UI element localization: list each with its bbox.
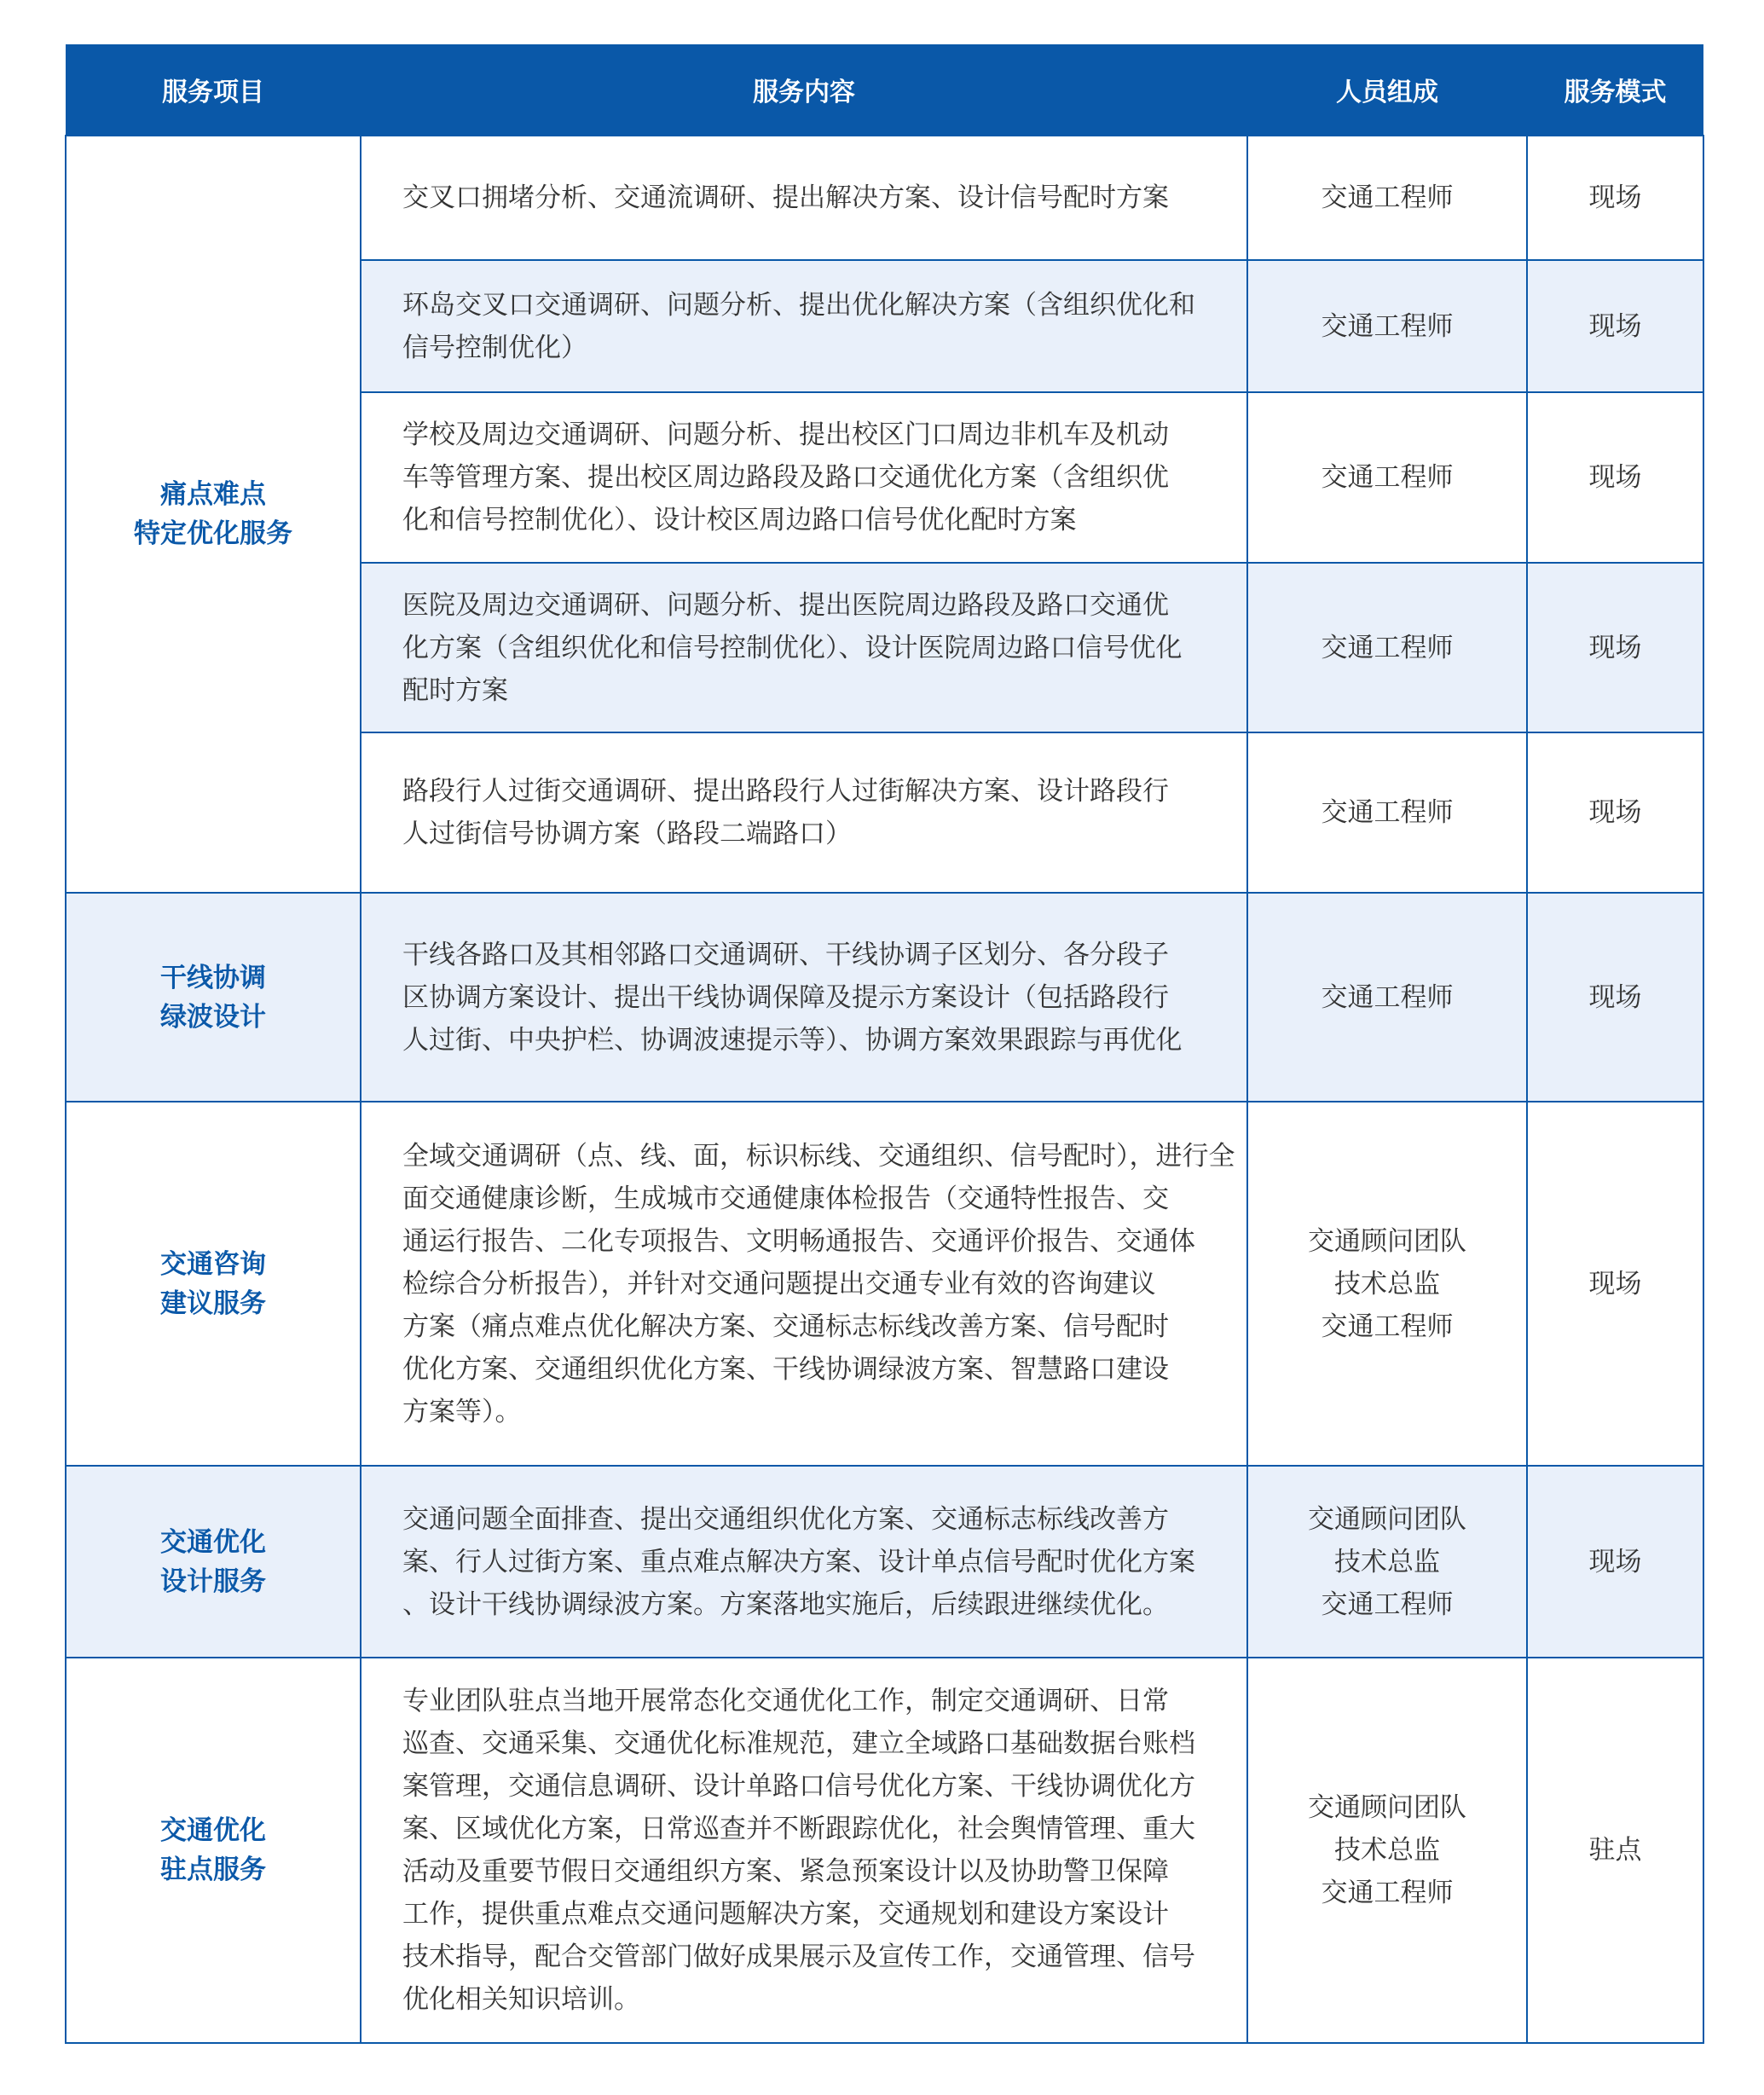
- content-cell: [361, 1102, 1247, 1466]
- content-line: 优化相关知识培训。: [402, 1984, 640, 2015]
- category-line: 交通优化: [160, 1526, 266, 1558]
- table-row: [66, 1102, 1703, 1466]
- staff-line: 技术总监: [1334, 1546, 1440, 1577]
- content-cell: [361, 893, 1247, 1102]
- mode-cell: 现场: [1527, 732, 1703, 893]
- content-line: 车等管理方案、提出校区周边路段及路口交通优化方案（含组织优: [402, 462, 1169, 493]
- category-cell: [66, 893, 361, 1102]
- category-line: 交通优化: [160, 1815, 266, 1846]
- table-header-row: [66, 44, 1703, 136]
- content-line: 干线各路口及其相邻路口交通调研、干线协调子区划分、各分段子: [402, 939, 1169, 970]
- content-line: 区协调方案设计、提出干线协调保障及提示方案设计（包括路段行: [402, 981, 1169, 1013]
- staff-line: 技术总监: [1334, 1835, 1440, 1866]
- content-line: 交叉口拥堵分析、交通流调研、提出解决方案、设计信号配时方案: [402, 182, 1169, 213]
- content-line: 检综合分析报告），并针对交通问题提出交通专业有效的咨询建议: [402, 1268, 1156, 1299]
- table-body: [66, 136, 1703, 2043]
- mode-cell: 现场: [1527, 136, 1703, 260]
- content-line: 交通问题全面排查、提出交通组织优化方案、交通标志标线改善方: [402, 1503, 1169, 1535]
- staff-line: 技术总监: [1334, 1268, 1440, 1299]
- category-line: 干线协调: [160, 962, 266, 993]
- content-line: 化方案（含组织优化和信号控制优化）、设计医院周边路口信号优化: [402, 632, 1183, 663]
- content-line: 医院及周边交通调研、问题分析、提出医院周边路段及路口交通优: [402, 589, 1169, 621]
- table-row: [66, 1658, 1703, 2043]
- content-line: 路段行人过街交通调研、提出路段行人过街解决方案、设计路段行: [402, 776, 1169, 807]
- staff-line: 交通顾问团队: [1308, 1792, 1466, 1823]
- staff-line: 交通工程师: [1321, 1589, 1454, 1620]
- content-cell: [361, 1658, 1247, 2043]
- mode-cell: 现场: [1527, 1466, 1703, 1658]
- staff-line: 交通顾问团队: [1308, 1225, 1466, 1257]
- category-cell: [66, 1102, 361, 1466]
- content-line: 活动及重要节假日交通组织方案、紧急预案设计以及协助警卫保障: [402, 1856, 1169, 1887]
- content-cell: [361, 1466, 1247, 1658]
- service-table-grid: [65, 44, 1704, 2044]
- content-cell: [361, 392, 1247, 563]
- staff-line: 交通工程师: [1321, 310, 1454, 342]
- content-line: 专业团队驻点当地开展常态化交通优化工作，制定交通调研、日常: [402, 1686, 1169, 1716]
- content-line: 学校及周边交通调研、问题分析、提出校区门口周边非机车及机动: [402, 420, 1169, 450]
- category-cell: [66, 136, 361, 893]
- content-line: 全域交通调研（点、线、面，标识标线、交通组织、信号配时），进行全: [402, 1140, 1235, 1172]
- content-line: 信号控制优化）: [402, 332, 587, 363]
- mode-cell: 现场: [1527, 260, 1703, 392]
- content-line: 工作，提供重点难点交通问题解决方案，交通规划和建设方案设计: [402, 1899, 1169, 1930]
- content-line: 人过街、中央护栏、协调波速提示等）、协调方案效果跟踪与再优化: [402, 1024, 1183, 1056]
- staff-cell: [1247, 1102, 1527, 1466]
- content-line: 巡查、交通采集、交通优化标准规范，建立全域路口基础数据台账档: [402, 1728, 1195, 1759]
- staff-cell: [1247, 732, 1527, 893]
- category-line: 设计服务: [160, 1565, 266, 1597]
- content-line: 案、区域优化方案，日常巡查并不断跟踪优化，社会舆情管理、重大: [402, 1814, 1195, 1844]
- content-line: 、设计干线协调绿波方案。方案落地实施后，后续跟进继续优化。: [402, 1589, 1169, 1620]
- table-row: [66, 893, 1703, 1102]
- category-line: 绿波设计: [160, 1001, 266, 1033]
- header-service-mode: 服务模式: [1527, 44, 1703, 136]
- table-row: [66, 1466, 1703, 1658]
- content-line: 配时方案: [402, 674, 508, 706]
- staff-line: 交通工程师: [1321, 1878, 1454, 1908]
- staff-line: 交通工程师: [1321, 462, 1454, 493]
- staff-cell: [1247, 136, 1527, 260]
- category-cell: [66, 1466, 361, 1658]
- content-line: 案、行人过街方案、重点难点解决方案、设计单点信号配时优化方案: [402, 1546, 1195, 1577]
- header-staff: 人员组成: [1247, 44, 1527, 136]
- mode-cell: 现场: [1527, 392, 1703, 563]
- staff-cell: [1247, 392, 1527, 563]
- staff-line: 交通工程师: [1321, 981, 1454, 1013]
- category-line: 交通咨询: [160, 1248, 266, 1280]
- staff-line: 交通工程师: [1321, 1311, 1454, 1342]
- content-cell: [361, 136, 1247, 260]
- content-line: 人过街信号协调方案（路段二端路口）: [402, 819, 852, 849]
- category-line: 特定优化服务: [134, 518, 292, 549]
- mode-cell: 现场: [1527, 1102, 1703, 1466]
- mode-cell: 现场: [1527, 893, 1703, 1102]
- category-line: 痛点难点: [160, 479, 266, 510]
- content-line: 方案等）。: [402, 1396, 522, 1427]
- content-line: 优化方案、交通组织优化方案、干线协调绿波方案、智慧路口建设: [402, 1353, 1169, 1385]
- staff-line: 交通顾问团队: [1308, 1503, 1466, 1535]
- content-line: 方案（痛点难点优化解决方案、交通标志标线改善方案、信号配时: [402, 1311, 1169, 1342]
- staff-cell: [1247, 260, 1527, 392]
- mode-cell: 驻点: [1527, 1658, 1703, 2043]
- content-cell: [361, 563, 1247, 732]
- staff-line: 交通工程师: [1321, 182, 1454, 213]
- category-cell: [66, 1658, 361, 2043]
- mode-cell: 现场: [1527, 563, 1703, 732]
- staff-cell: [1247, 893, 1527, 1102]
- category-line: 驻点服务: [160, 1855, 266, 1885]
- table-row: [66, 136, 1703, 260]
- content-line: 面交通健康诊断，生成城市交通健康体检报告（交通特性报告、交: [402, 1183, 1169, 1214]
- content-cell: [361, 732, 1247, 893]
- content-line: 技术指导，配合交管部门做好成果展示及宣传工作，交通管理、信号: [402, 1942, 1195, 1972]
- staff-cell: [1247, 563, 1527, 732]
- service-table: [65, 44, 1703, 2044]
- staff-line: 交通工程师: [1321, 797, 1454, 828]
- content-line: 化和信号控制优化）、设计校区周边路口信号优化配时方案: [402, 505, 1077, 535]
- header-service-content: 服务内容: [361, 44, 1247, 136]
- staff-cell: [1247, 1658, 1527, 2043]
- staff-cell: [1247, 1466, 1527, 1658]
- content-line: 通运行报告、二化专项报告、文明畅通报告、交通评价报告、交通体: [402, 1225, 1195, 1257]
- content-line: 环岛交叉口交通调研、问题分析、提出优化解决方案（含组织优化和: [402, 289, 1195, 321]
- content-cell: [361, 260, 1247, 392]
- staff-line: 交通工程师: [1321, 632, 1454, 663]
- category-line: 建议服务: [160, 1288, 266, 1319]
- content-line: 案管理，交通信息调研、设计单路口信号优化方案、干线协调优化方: [402, 1771, 1195, 1802]
- header-service-item: 服务项目: [66, 44, 361, 136]
